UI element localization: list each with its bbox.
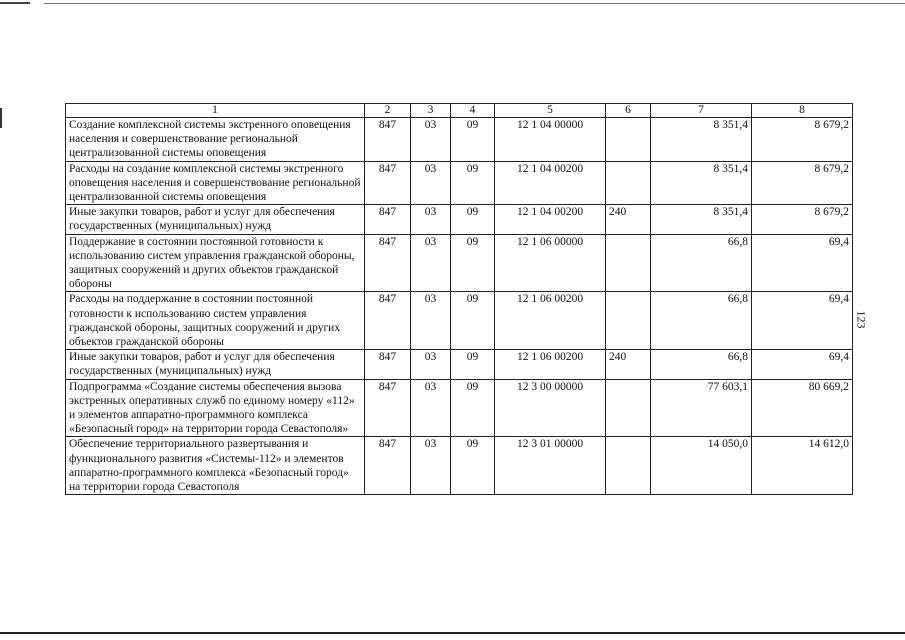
expense-type-cell	[606, 292, 651, 350]
name-cell: Подпрограмма «Создание системы обеспечения вызова экстренных оперативных служб по единому номеру «112» и элементов аппаратно-программного комплекса «Безопасный город» на территории города Севастополя»	[66, 379, 365, 437]
ministry-code-cell: 847	[365, 437, 411, 495]
name-cell: Расходы на поддержание в состоянии постоянной готовности к использованию систем управления гражданской обороны, защитных сооружений и других объектов гражданской обороны	[66, 292, 365, 350]
table-row	[66, 437, 853, 495]
ministry-code-cell: 847	[365, 350, 411, 379]
amount-year1-cell: 8 351,4	[651, 205, 752, 234]
name-cell: Создание комплексной системы экстренного оповещения населения и совершенствование региональной централизованной системы оповещения	[66, 118, 365, 162]
name-cell: Иные закупки товаров, работ и услуг для обеспечения государственных (муниципальных) нужд	[66, 350, 365, 379]
subsection-cell: 09	[451, 292, 495, 350]
scan-edge-line	[0, 2, 30, 4]
section-cell: 03	[411, 205, 451, 234]
target-article-cell: 12 1 04 00200	[495, 161, 606, 205]
name-cell: Обеспечение территориального развертывания и функционального развития «Системы-112» и элементов аппаратно-программного комплекса «Безопасный город» на территории города Севастополя	[66, 437, 365, 495]
target-article-cell: 12 1 06 00200	[495, 350, 606, 379]
ministry-code-cell: 847	[365, 118, 411, 162]
table-row	[66, 292, 853, 350]
column-header-6: 6	[606, 104, 651, 118]
name-cell: Поддержание в состоянии постоянной готовности к использованию систем управления гражданской обороны, защитных сооружений и других объектов гражданской обороны	[66, 234, 365, 292]
amount-year1-cell: 66,8	[651, 350, 752, 379]
ministry-code-cell: 847	[365, 234, 411, 292]
column-header-7: 7	[651, 104, 752, 118]
subsection-cell: 09	[451, 437, 495, 495]
section-cell: 03	[411, 118, 451, 162]
section-cell: 03	[411, 379, 451, 437]
page-number: 123	[854, 310, 869, 329]
table-row	[66, 118, 853, 162]
amount-year1-cell: 14 050,0	[651, 437, 752, 495]
amount-year2-cell: 69,4	[752, 292, 853, 350]
table-row	[66, 161, 853, 205]
subsection-cell: 09	[451, 350, 495, 379]
expense-type-cell	[606, 118, 651, 162]
amount-year1-cell: 77 603,1	[651, 379, 752, 437]
subsection-cell: 09	[451, 205, 495, 234]
ministry-code-cell: 847	[365, 292, 411, 350]
ministry-code-cell: 847	[365, 379, 411, 437]
target-article-cell: 12 1 06 00200	[495, 292, 606, 350]
table-header-row	[66, 104, 853, 118]
subsection-cell: 09	[451, 161, 495, 205]
target-article-cell: 12 1 04 00200	[495, 205, 606, 234]
scan-edge-line	[44, 3, 905, 4]
section-cell: 03	[411, 234, 451, 292]
scan-edge-line	[0, 632, 905, 634]
amount-year2-cell: 14 612,0	[752, 437, 853, 495]
expense-type-cell	[606, 379, 651, 437]
section-cell: 03	[411, 161, 451, 205]
amount-year2-cell: 8 679,2	[752, 205, 853, 234]
section-cell: 03	[411, 292, 451, 350]
expense-type-cell	[606, 437, 651, 495]
expense-type-cell: 240	[606, 350, 651, 379]
amount-year1-cell: 8 351,4	[651, 161, 752, 205]
amount-year2-cell: 69,4	[752, 350, 853, 379]
column-header-3: 3	[411, 104, 451, 118]
section-cell: 03	[411, 437, 451, 495]
amount-year2-cell: 8 679,2	[752, 118, 853, 162]
column-header-1: 1	[66, 104, 365, 118]
table-row	[66, 205, 853, 234]
ministry-code-cell: 847	[365, 161, 411, 205]
column-header-8: 8	[752, 104, 853, 118]
amount-year2-cell: 69,4	[752, 234, 853, 292]
budget-table	[65, 103, 853, 495]
amount-year1-cell: 66,8	[651, 292, 752, 350]
amount-year1-cell: 8 351,4	[651, 118, 752, 162]
target-article-cell: 12 3 00 00000	[495, 379, 606, 437]
subsection-cell: 09	[451, 234, 495, 292]
section-cell: 03	[411, 350, 451, 379]
table-body	[66, 118, 853, 495]
amount-year1-cell: 66,8	[651, 234, 752, 292]
expense-type-cell	[606, 161, 651, 205]
target-article-cell: 12 1 04 00000	[495, 118, 606, 162]
subsection-cell: 09	[451, 379, 495, 437]
name-cell: Расходы на создание комплексной системы экстренного оповещения населения и совершенствование региональной централизованной системы оповещения	[66, 161, 365, 205]
target-article-cell: 12 3 01 00000	[495, 437, 606, 495]
expense-type-cell: 240	[606, 205, 651, 234]
expense-type-cell	[606, 234, 651, 292]
ministry-code-cell: 847	[365, 205, 411, 234]
target-article-cell: 12 1 06 00000	[495, 234, 606, 292]
column-header-4: 4	[451, 104, 495, 118]
name-cell: Иные закупки товаров, работ и услуг для обеспечения государственных (муниципальных) нужд	[66, 205, 365, 234]
table-row	[66, 350, 853, 379]
column-header-5: 5	[495, 104, 606, 118]
table-row	[66, 379, 853, 437]
column-header-2: 2	[365, 104, 411, 118]
table-row	[66, 234, 853, 292]
scan-edge-line	[0, 108, 2, 128]
subsection-cell: 09	[451, 118, 495, 162]
amount-year2-cell: 80 669,2	[752, 379, 853, 437]
amount-year2-cell: 8 679,2	[752, 161, 853, 205]
